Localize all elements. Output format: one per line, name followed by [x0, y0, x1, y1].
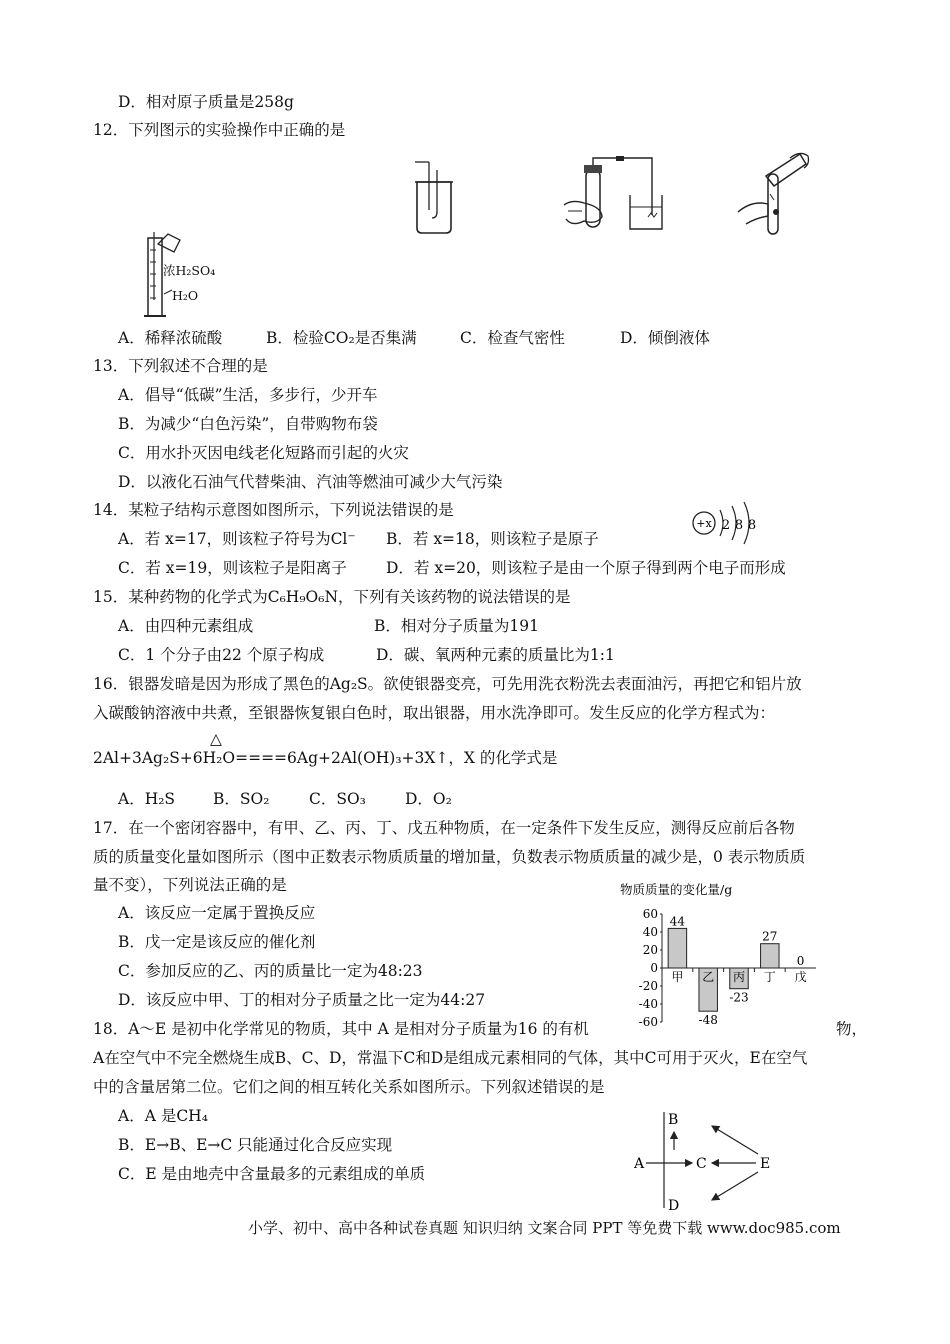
category-label: 丙 [732, 970, 746, 984]
q15-stem: 15．某种药物的化学式为C₆H₉O₆N，下列有关该药物的说法错误的是 [93, 588, 571, 606]
category-label: 乙 [702, 970, 715, 984]
q18-line-1b: 物， [836, 1020, 868, 1038]
acid-label: 浓H₂SO₄ [163, 263, 216, 278]
node-b: B [668, 1112, 679, 1128]
q13-option-a: A．倡导“低碳”生活，多步行，少开车 [118, 386, 378, 404]
q16-line-2: 入碳酸钠溶液中共煮，至银器恢复银白色时，取出银器，用水洗净即可。发生反应的化学方程式为： [93, 704, 776, 722]
q17-line-2: 质的质量变化量如图所示（图中正数表示物质质量的增加量，负数表示物质质量的减少是，0 表示物质质 [93, 848, 806, 866]
q17-option-d: D．该反应中甲、丁的相对分子质量之比一定为44:27 [118, 991, 486, 1009]
shell-1-electrons: 2 [721, 518, 731, 533]
y-tick-label: 20 [642, 943, 658, 957]
q16-condition: △ [210, 730, 222, 748]
node-c: C [696, 1156, 707, 1172]
q16-equation: 2Al+3Ag₂S+6H₂O====6Ag+2Al(OH)₃+3X↑，X 的化学式是 [93, 749, 558, 767]
particle-structure-diagram [690, 498, 770, 550]
q12-stem: 12．下列图示的实验操作中正确的是 [93, 121, 346, 139]
q16-option-d: D．O₂ [405, 790, 452, 808]
q13-stem: 13．下列叙述不合理的是 [93, 357, 268, 375]
bar-value-label: 0 [796, 954, 805, 968]
q18-line-2: A在空气中不完全燃烧生成B、C、D，常温下C和D是组成元素相同的气体，其中C可用于灭火，E在空气 [93, 1049, 808, 1067]
q15-option-a: A．由四种元素组成 [118, 617, 254, 635]
y-tick-label: -40 [638, 997, 658, 1011]
q17-option-c: C．参加反应的乙、丙的质量比一定为48:23 [118, 962, 423, 980]
q18-option-b: B．E→B、E→C 只能通过化合反应实现 [118, 1136, 393, 1154]
node-e: E [760, 1156, 771, 1172]
q13-option-c: C．用水扑灭因电线老化短路而引起的火灾 [118, 444, 409, 462]
q15-option-b: B．相对分子质量为191 [374, 617, 539, 635]
q12-option-c: C．检查气密性 [460, 329, 565, 347]
bar-value-label: 27 [762, 929, 778, 944]
q13-option-b: B．为减少“白色污染”，自带购物布袋 [118, 415, 378, 433]
q18-option-c: C．E 是由地壳中含量最多的元素组成的单质 [118, 1165, 426, 1183]
water-label: H₂O [172, 288, 199, 303]
bar-value-label: -23 [729, 990, 749, 1005]
shell-3-electrons: 8 [747, 518, 757, 533]
q14-option-d: D．若 x=20，则该粒子是由一个原子得到两个电子而形成 [386, 559, 786, 577]
q14-option-b: B．若 x=18，则该粒子是原子 [386, 530, 599, 548]
conversion-diagram [628, 1110, 788, 1214]
shell-2-electrons: 8 [734, 518, 744, 533]
bar-0 [668, 928, 686, 968]
category-label: 丁 [763, 970, 776, 984]
q15-option-c: C．1 个分子由22 个原子构成 [118, 646, 325, 664]
q12-option-b: B．检验CO₂是否集满 [266, 329, 417, 347]
q14-option-c: C．若 x=19，则该粒子是阳离子 [118, 559, 347, 577]
q12-option-a: A．稀释浓硫酸 [118, 329, 223, 347]
y-tick-label: 0 [650, 961, 658, 975]
gas-bottle-figure [405, 160, 465, 235]
q18-line-1a: 18．A～E 是初中化学常见的物质，其中 A 是相对分子质量为16 的有机 [93, 1020, 589, 1038]
air-tightness-figure [562, 155, 672, 240]
bar-3 [761, 944, 779, 968]
q18-line-3: 中的含量居第二位。它们之间的相互转化关系如图所示。下列叙述错误的是 [93, 1078, 605, 1096]
category-label: 甲 [671, 970, 684, 984]
q14-option-a: A．若 x=17，则该粒子符号为Cl⁻ [118, 530, 356, 548]
q17-option-b: B．戊一定是该反应的催化剂 [118, 933, 316, 951]
node-a: A [634, 1156, 645, 1172]
q18-option-a: A．A 是CH₄ [118, 1107, 208, 1125]
q16-option-b: B．SO₂ [213, 790, 270, 808]
q16-line-1: 16．银器发暗是因为形成了黑色的Ag₂S。欲使银器变亮，可先用洗衣粉洗去表面油污，再把它和铝片放 [93, 675, 802, 693]
q16-option-a: A．H₂S [118, 790, 176, 808]
y-tick-label: 60 [642, 907, 658, 921]
category-label: 戊 [794, 970, 807, 984]
q17-option-a: A．该反应一定属于置换反应 [118, 904, 316, 922]
bar-value-label: 44 [669, 914, 686, 929]
mass-change-bar-chart [620, 882, 840, 1032]
q15-option-d: D．碳、氧两种元素的质量比为1:1 [376, 646, 615, 664]
q13-option-d: D．以液化石油气代替柴油、汽油等燃油可减少大气污染 [118, 473, 503, 491]
node-d: D [668, 1198, 680, 1214]
q14-stem: 14．某粒子结构示意图如图所示，下列说法错误的是 [93, 501, 454, 519]
y-tick-label: -20 [638, 979, 658, 993]
y-tick-label: -60 [638, 1015, 658, 1029]
q17-line-1: 17．在一个密闭容器中，有甲、乙、丙、丁、戊五种物质，在一定条件下发生反应，测得反应前后各物 [93, 819, 795, 837]
footer-text: 小学、初中、高中各种试卷真题 知识归纳 文案合同 PPT 等免费下载 www.doc985.com [248, 1219, 841, 1237]
pouring-liquid-figure [730, 150, 810, 240]
nucleus-charge: +x [696, 517, 712, 530]
bar-value-label: -48 [698, 1013, 718, 1028]
q17-line-3: 量不变），下列说法正确的是 [93, 876, 287, 894]
y-tick-label: 40 [642, 925, 658, 939]
q16-option-c: C．SO₃ [309, 790, 366, 808]
q11-option-d: D．相对原子质量是258g [118, 93, 294, 111]
q12-option-d: D．倾倒液体 [620, 329, 710, 347]
chart-title: 物质质量的变化量/g [620, 882, 733, 897]
